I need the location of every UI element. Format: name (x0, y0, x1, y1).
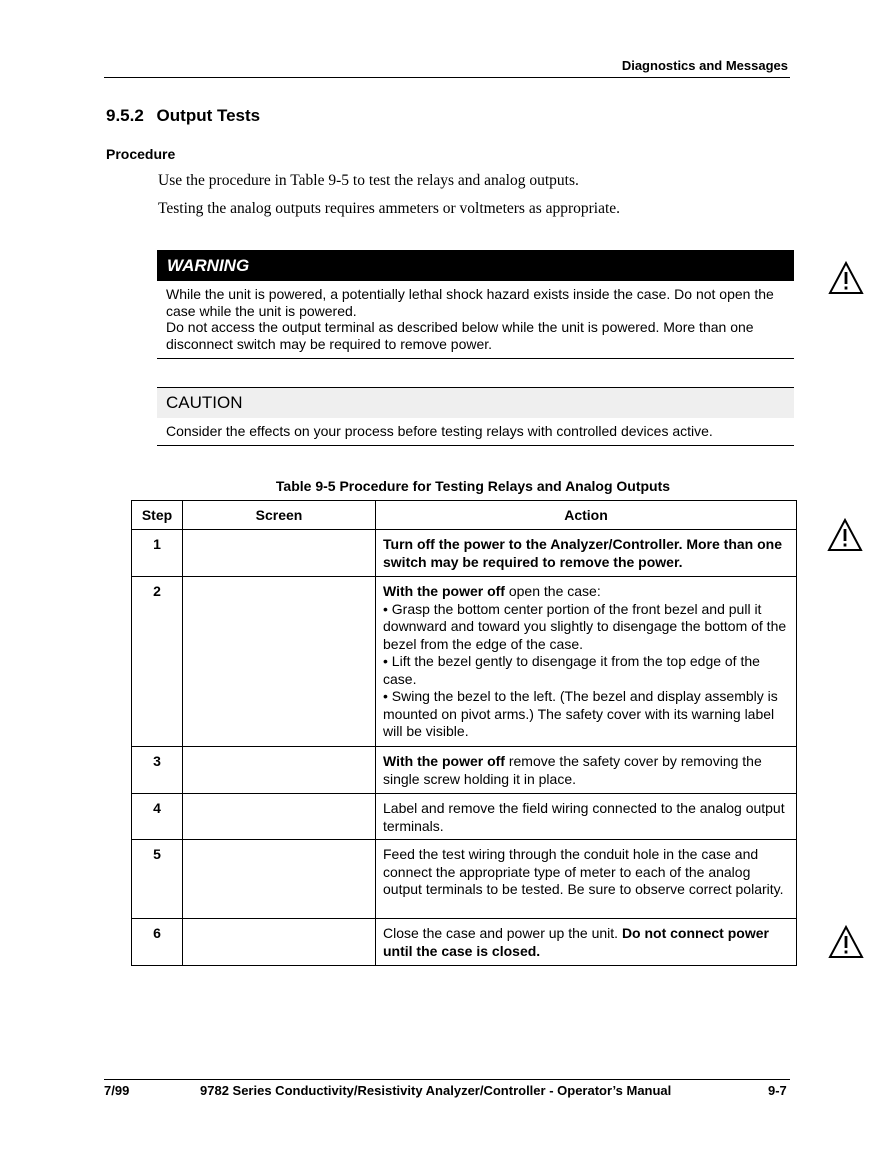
action-cell (376, 919, 797, 966)
column-header-action: Action (376, 501, 797, 530)
action-bullet: • Grasp the bottom center portion of the front bezel and pull it downward and toward you slightly to disengage the bottom of the bezel from the edge of the case. (383, 600, 787, 652)
table-header-row (132, 501, 797, 530)
screen-cell (183, 577, 376, 747)
action-bullet: • Swing the bezel to the left. (The bezel and display assembly is mounted on pivot arms.) The safety cover with its warning label will be visible. (383, 688, 778, 739)
footer-rule (104, 1079, 790, 1080)
section-number: 9.5.2 (106, 106, 144, 125)
screen-cell (183, 530, 376, 577)
warning-line-2: Do not access the output terminal as described below while the unit is powered. More than one disconnect switch may be required to remove power. (166, 319, 754, 352)
action-text: Label and remove the field wiring connected to the analog output terminals. (383, 800, 785, 834)
procedure-label: Procedure (106, 146, 176, 162)
step-number: 4 (132, 794, 183, 840)
action-text: Close the case and power up the unit. (383, 925, 622, 941)
caution-rule (157, 445, 794, 446)
table-row (132, 530, 797, 577)
action-cell (376, 747, 797, 794)
column-header-screen: Screen (183, 501, 376, 530)
intro-paragraph-1: Use the procedure in Table 9-5 to test the relays and analog outputs. (158, 172, 579, 189)
screen-cell (183, 919, 376, 966)
hazard-warning-icon (828, 261, 864, 295)
table-row (132, 577, 797, 747)
action-bullet: • Lift the bezel gently to disengage it from the top edge of the case. (383, 653, 760, 687)
action-bold-text: Do not connect power until the case is closed. (383, 925, 769, 959)
screen-cell (183, 747, 376, 794)
table-row (132, 919, 797, 966)
action-cell (376, 794, 797, 840)
warning-line-1: While the unit is powered, a potentially lethal shock hazard exists inside the case. Do not open the case while the unit is powered. (166, 286, 774, 319)
step-number: 3 (132, 747, 183, 794)
action-cell (376, 530, 797, 577)
screen-cell (183, 840, 376, 919)
procedure-table (131, 500, 797, 966)
warning-text (166, 286, 786, 352)
table-caption: Table 9-5 Procedure for Testing Relays and Analog Outputs (275, 478, 671, 494)
step-number: 6 (132, 919, 183, 966)
column-header-step: Step (132, 501, 183, 530)
action-text: remove the safety cover by removing the single screw holding it in place. (383, 753, 762, 787)
warning-rule (157, 358, 794, 359)
hazard-warning-icon (827, 518, 863, 552)
footer-page-number: 9-7 (768, 1083, 787, 1098)
action-text: open the case: (504, 583, 601, 599)
header-rule (104, 77, 790, 78)
table-row (132, 747, 797, 794)
step-number: 5 (132, 840, 183, 919)
step-number: 1 (132, 530, 183, 577)
action-cell (376, 577, 797, 747)
warning-heading: WARNING (157, 250, 794, 281)
running-header-title: Diagnostics and Messages (621, 58, 788, 73)
section-title: Output Tests (156, 106, 261, 125)
table-row (132, 794, 797, 840)
action-text: Feed the test wiring through the conduit hole in the case and connect the appropriate type of meter to each of the analog output terminals to be tested. Be sure to observe correct polarity. (383, 846, 784, 897)
caution-heading: CAUTION (157, 388, 794, 418)
action-bold-text: With the power off (383, 753, 505, 769)
footer-date: 7/99 (104, 1083, 130, 1098)
hazard-warning-icon (828, 925, 864, 959)
action-cell (376, 840, 797, 919)
intro-paragraph-2: Testing the analog outputs requires ammeters or voltmeters as appropriate. (158, 200, 621, 217)
action-bold-text: With the power off (383, 583, 505, 599)
footer-manual-title: 9782 Series Conductivity/Resistivity Analyzer/Controller - Operator’s Manual (200, 1083, 672, 1098)
step-number: 2 (132, 577, 183, 747)
table-row (132, 840, 797, 919)
action-bold-text: Turn off the power to the Analyzer/Controller. More than one switch may be required to remove the power. (383, 536, 783, 570)
section-heading (106, 106, 260, 126)
caution-text: Consider the effects on your process before testing relays with controlled devices active. (166, 423, 713, 439)
screen-cell (183, 794, 376, 840)
